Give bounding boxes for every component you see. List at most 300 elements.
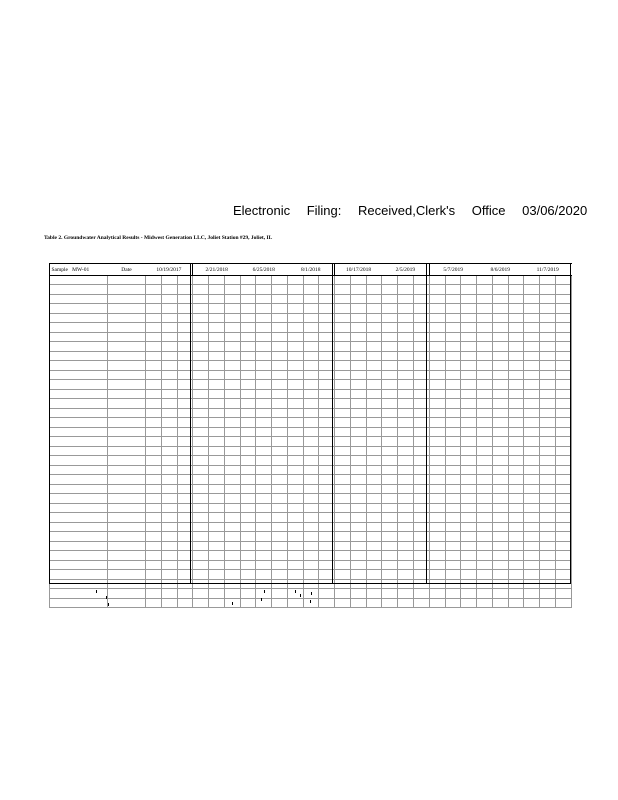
- value-cell: [193, 465, 209, 475]
- value-cell: [272, 408, 288, 418]
- value-cell: [508, 522, 524, 532]
- value-cell: [303, 351, 319, 361]
- value-cell: [256, 380, 272, 390]
- value-cell: [303, 285, 319, 295]
- value-cell: [335, 551, 351, 561]
- value-cell: [540, 465, 556, 475]
- value-cell: [540, 342, 556, 352]
- value-cell: [161, 551, 177, 561]
- value-cell: [477, 465, 493, 475]
- value-cell: [240, 522, 256, 532]
- value-cell: [445, 541, 461, 551]
- value-cell: [540, 380, 556, 390]
- value-cell: [429, 418, 445, 428]
- value-cell: [161, 399, 177, 409]
- value-cell: [303, 304, 319, 314]
- value-cell: [287, 532, 303, 542]
- value-cell: [366, 285, 382, 295]
- value-cell: [161, 437, 177, 447]
- value-cell: [287, 342, 303, 352]
- date-header-row: [50, 264, 572, 276]
- value-cell: [350, 551, 366, 561]
- value-cell: [382, 351, 398, 361]
- value-cell: [272, 351, 288, 361]
- value-cell: [366, 408, 382, 418]
- value-cell: [108, 541, 146, 551]
- value-cell: [193, 570, 209, 580]
- value-cell: [240, 351, 256, 361]
- value-cell: [555, 560, 571, 570]
- value-cell: [146, 304, 162, 314]
- date-label: Date: [108, 264, 146, 276]
- value-cell: [429, 361, 445, 371]
- value-cell: [461, 285, 477, 295]
- value-cell: [287, 380, 303, 390]
- table-row: [50, 361, 572, 371]
- value-cell: [477, 484, 493, 494]
- value-cell: [508, 399, 524, 409]
- value-cell: [492, 427, 508, 437]
- value-cell: [256, 560, 272, 570]
- value-cell: [193, 522, 209, 532]
- value-cell: [540, 503, 556, 513]
- value-cell: [193, 332, 209, 342]
- value-cell: [555, 551, 571, 561]
- value-cell: [398, 361, 414, 371]
- value-cell: [477, 294, 493, 304]
- value-cell: [540, 332, 556, 342]
- value-cell: [240, 465, 256, 475]
- value-cell: [193, 541, 209, 551]
- value-cell: [477, 513, 493, 523]
- value-cell: [555, 589, 571, 599]
- value-cell: [108, 427, 146, 437]
- value-cell: [350, 370, 366, 380]
- value-cell: [524, 494, 540, 504]
- value-cell: [461, 541, 477, 551]
- value-cell: [287, 351, 303, 361]
- value-cell: [477, 380, 493, 390]
- table-row: [50, 541, 572, 551]
- value-cell: [445, 313, 461, 323]
- value-cell: [256, 323, 272, 333]
- units-cell: [256, 276, 272, 285]
- value-cell: [287, 494, 303, 504]
- value-cell: [256, 475, 272, 485]
- value-cell: [382, 408, 398, 418]
- parameter-cell: [50, 313, 108, 323]
- value-cell: [161, 513, 177, 523]
- value-cell: [492, 418, 508, 428]
- value-cell: [146, 503, 162, 513]
- value-cell: [398, 522, 414, 532]
- value-cell: [272, 304, 288, 314]
- value-cell: [303, 399, 319, 409]
- value-cell: [272, 532, 288, 542]
- value-cell: [256, 503, 272, 513]
- value-cell: [161, 370, 177, 380]
- value-cell: [303, 332, 319, 342]
- value-cell: [477, 285, 493, 295]
- units-cell: [429, 276, 445, 285]
- value-cell: [477, 446, 493, 456]
- value-cell: [540, 589, 556, 599]
- value-cell: [398, 408, 414, 418]
- value-cell: [209, 418, 225, 428]
- value-cell: [256, 446, 272, 456]
- value-cell: [224, 532, 240, 542]
- value-cell: [540, 570, 556, 580]
- value-cell: [461, 427, 477, 437]
- value-cell: [193, 551, 209, 561]
- value-cell: [303, 313, 319, 323]
- value-cell: [382, 513, 398, 523]
- value-cell: [398, 332, 414, 342]
- value-cell: [240, 446, 256, 456]
- value-cell: [350, 418, 366, 428]
- stamp-word-received: Received,Clerk's: [358, 203, 456, 218]
- value-cell: [492, 456, 508, 466]
- value-cell: [303, 361, 319, 371]
- value-cell: [555, 370, 571, 380]
- value-cell: [272, 332, 288, 342]
- value-cell: [492, 285, 508, 295]
- value-cell: [555, 323, 571, 333]
- value-cell: [492, 332, 508, 342]
- value-cell: [508, 598, 524, 608]
- value-cell: [366, 579, 382, 589]
- parameter-cell: [50, 304, 108, 314]
- value-cell: [429, 399, 445, 409]
- value-cell: [108, 570, 146, 580]
- value-cell: [492, 475, 508, 485]
- value-cell: [508, 313, 524, 323]
- value-cell: [492, 494, 508, 504]
- value-cell: [303, 389, 319, 399]
- value-cell: [445, 598, 461, 608]
- value-cell: [256, 541, 272, 551]
- parameter-cell: [50, 484, 108, 494]
- value-cell: [240, 541, 256, 551]
- value-cell: [146, 494, 162, 504]
- value-cell: [161, 408, 177, 418]
- value-cell: [429, 570, 445, 580]
- value-cell: [146, 342, 162, 352]
- value-cell: [335, 294, 351, 304]
- value-cell: [287, 313, 303, 323]
- value-cell: [398, 579, 414, 589]
- value-cell: [540, 427, 556, 437]
- value-cell: [366, 399, 382, 409]
- value-cell: [382, 294, 398, 304]
- table-row: [50, 560, 572, 570]
- value-cell: [146, 541, 162, 551]
- value-cell: [256, 522, 272, 532]
- value-cell: [382, 465, 398, 475]
- value-cell: [193, 456, 209, 466]
- value-cell: [350, 304, 366, 314]
- value-cell: [224, 503, 240, 513]
- value-cell: [445, 494, 461, 504]
- value-cell: [350, 294, 366, 304]
- value-cell: [555, 494, 571, 504]
- units-cell: [224, 276, 240, 285]
- value-cell: [524, 370, 540, 380]
- table-caption: Table 2. Groundwater Analytical Results - Midwest Generation LLC, Joliet Station #29, Joliet, IL: [44, 235, 273, 241]
- value-cell: [382, 361, 398, 371]
- value-cell: [445, 579, 461, 589]
- value-cell: [555, 513, 571, 523]
- value-cell: [303, 513, 319, 523]
- value-cell: [193, 513, 209, 523]
- units-cell: [108, 276, 146, 285]
- table-row: [50, 427, 572, 437]
- value-cell: [161, 332, 177, 342]
- value-cell: [555, 446, 571, 456]
- value-cell: [492, 399, 508, 409]
- value-cell: [335, 408, 351, 418]
- value-cell: [193, 370, 209, 380]
- value-cell: [398, 551, 414, 561]
- value-cell: [108, 294, 146, 304]
- value-cell: [555, 475, 571, 485]
- stamp-date: 03/06/2020: [522, 203, 588, 218]
- value-cell: [108, 351, 146, 361]
- value-cell: [477, 570, 493, 580]
- value-cell: [492, 465, 508, 475]
- value-cell: [108, 513, 146, 523]
- value-cell: [335, 475, 351, 485]
- value-cell: [224, 342, 240, 352]
- units-cell: [398, 276, 414, 285]
- value-cell: [108, 579, 146, 589]
- value-cell: [429, 560, 445, 570]
- value-cell: [335, 532, 351, 542]
- value-cell: [508, 475, 524, 485]
- value-cell: [161, 351, 177, 361]
- date-header: 11/7/2019: [524, 264, 572, 276]
- value-cell: [398, 475, 414, 485]
- value-cell: [209, 427, 225, 437]
- table-row: [50, 399, 572, 409]
- value-cell: [209, 399, 225, 409]
- value-cell: [209, 541, 225, 551]
- value-cell: [382, 380, 398, 390]
- value-cell: [477, 437, 493, 447]
- value-cell: [209, 522, 225, 532]
- value-cell: [555, 304, 571, 314]
- value-cell: [161, 532, 177, 542]
- value-cell: [366, 522, 382, 532]
- value-cell: [461, 332, 477, 342]
- value-cell: [508, 446, 524, 456]
- units-cell: [524, 276, 540, 285]
- value-cell: [445, 389, 461, 399]
- value-cell: [524, 589, 540, 599]
- value-cell: [461, 494, 477, 504]
- table-row: [50, 465, 572, 475]
- value-cell: [350, 598, 366, 608]
- value-cell: [193, 532, 209, 542]
- parameter-cell: [50, 532, 108, 542]
- value-cell: [224, 437, 240, 447]
- value-cell: [477, 408, 493, 418]
- value-cell: [398, 465, 414, 475]
- units-cell: [272, 276, 288, 285]
- parameter-cell: [50, 560, 108, 570]
- value-cell: [146, 380, 162, 390]
- value-cell: [335, 589, 351, 599]
- value-cell: [382, 418, 398, 428]
- value-cell: [492, 351, 508, 361]
- value-cell: [540, 437, 556, 447]
- value-cell: [540, 313, 556, 323]
- value-cell: [398, 370, 414, 380]
- value-cell: [398, 380, 414, 390]
- value-cell: [366, 446, 382, 456]
- value-cell: [303, 408, 319, 418]
- value-cell: [146, 285, 162, 295]
- value-cell: [161, 427, 177, 437]
- value-cell: [108, 494, 146, 504]
- value-cell: [224, 370, 240, 380]
- value-cell: [508, 418, 524, 428]
- value-cell: [477, 427, 493, 437]
- value-cell: [256, 304, 272, 314]
- value-cell: [224, 389, 240, 399]
- value-cell: [224, 541, 240, 551]
- value-cell: [366, 560, 382, 570]
- value-cell: [461, 370, 477, 380]
- date-header: 2/5/2019: [382, 264, 429, 276]
- value-cell: [350, 389, 366, 399]
- value-cell: [382, 389, 398, 399]
- value-cell: [382, 437, 398, 447]
- value-cell: [335, 465, 351, 475]
- value-cell: [335, 598, 351, 608]
- value-cell: [492, 503, 508, 513]
- value-cell: [209, 513, 225, 523]
- value-cell: [382, 304, 398, 314]
- value-cell: [256, 342, 272, 352]
- value-cell: [398, 418, 414, 428]
- value-cell: [350, 456, 366, 466]
- value-cell: [108, 361, 146, 371]
- value-cell: [461, 399, 477, 409]
- value-cell: [161, 484, 177, 494]
- value-cell: [350, 475, 366, 485]
- value-cell: [335, 370, 351, 380]
- value-cell: [366, 342, 382, 352]
- value-cell: [398, 399, 414, 409]
- value-cell: [398, 456, 414, 466]
- value-cell: [108, 313, 146, 323]
- value-cell: [161, 446, 177, 456]
- value-cell: [398, 313, 414, 323]
- value-cell: [382, 484, 398, 494]
- value-cell: [146, 551, 162, 561]
- value-cell: [524, 551, 540, 561]
- value-cell: [240, 323, 256, 333]
- value-cell: [193, 351, 209, 361]
- value-cell: [429, 342, 445, 352]
- value-cell: [508, 494, 524, 504]
- value-cell: [272, 313, 288, 323]
- value-cell: [350, 503, 366, 513]
- value-cell: [366, 484, 382, 494]
- table-row: [50, 408, 572, 418]
- value-cell: [161, 465, 177, 475]
- value-cell: [161, 380, 177, 390]
- units-row: [50, 276, 572, 285]
- value-cell: [555, 579, 571, 589]
- parameter-cell: [50, 332, 108, 342]
- value-cell: [429, 579, 445, 589]
- value-cell: [335, 418, 351, 428]
- value-cell: [445, 342, 461, 352]
- value-cell: [272, 380, 288, 390]
- value-cell: [492, 380, 508, 390]
- value-cell: [382, 503, 398, 513]
- value-cell: [540, 446, 556, 456]
- value-cell: [477, 389, 493, 399]
- value-cell: [398, 532, 414, 542]
- value-cell: [335, 513, 351, 523]
- value-cell: [256, 332, 272, 342]
- value-cell: [366, 389, 382, 399]
- value-cell: [303, 475, 319, 485]
- value-cell: [108, 465, 146, 475]
- value-cell: [429, 304, 445, 314]
- value-cell: [429, 370, 445, 380]
- value-cell: [445, 532, 461, 542]
- value-cell: [256, 427, 272, 437]
- value-cell: [272, 446, 288, 456]
- value-cell: [508, 532, 524, 542]
- parameter-cell: [50, 522, 108, 532]
- units-cell: [50, 276, 108, 285]
- value-cell: [461, 361, 477, 371]
- value-cell: [193, 380, 209, 390]
- value-cell: [382, 579, 398, 589]
- value-cell: [256, 361, 272, 371]
- value-cell: [256, 513, 272, 523]
- value-cell: [287, 427, 303, 437]
- value-cell: [555, 532, 571, 542]
- value-cell: [161, 570, 177, 580]
- value-cell: [108, 532, 146, 542]
- value-cell: [398, 351, 414, 361]
- value-cell: [108, 484, 146, 494]
- value-cell: [303, 522, 319, 532]
- value-cell: [461, 598, 477, 608]
- value-cell: [209, 570, 225, 580]
- value-cell: [429, 484, 445, 494]
- value-cell: [445, 446, 461, 456]
- value-cell: [272, 418, 288, 428]
- value-cell: [224, 418, 240, 428]
- value-cell: [108, 418, 146, 428]
- value-cell: [445, 361, 461, 371]
- value-cell: [524, 323, 540, 333]
- value-cell: [161, 475, 177, 485]
- value-cell: [477, 418, 493, 428]
- value-cell: [303, 380, 319, 390]
- value-cell: [445, 294, 461, 304]
- value-cell: [524, 570, 540, 580]
- value-cell: [146, 389, 162, 399]
- value-cell: [303, 294, 319, 304]
